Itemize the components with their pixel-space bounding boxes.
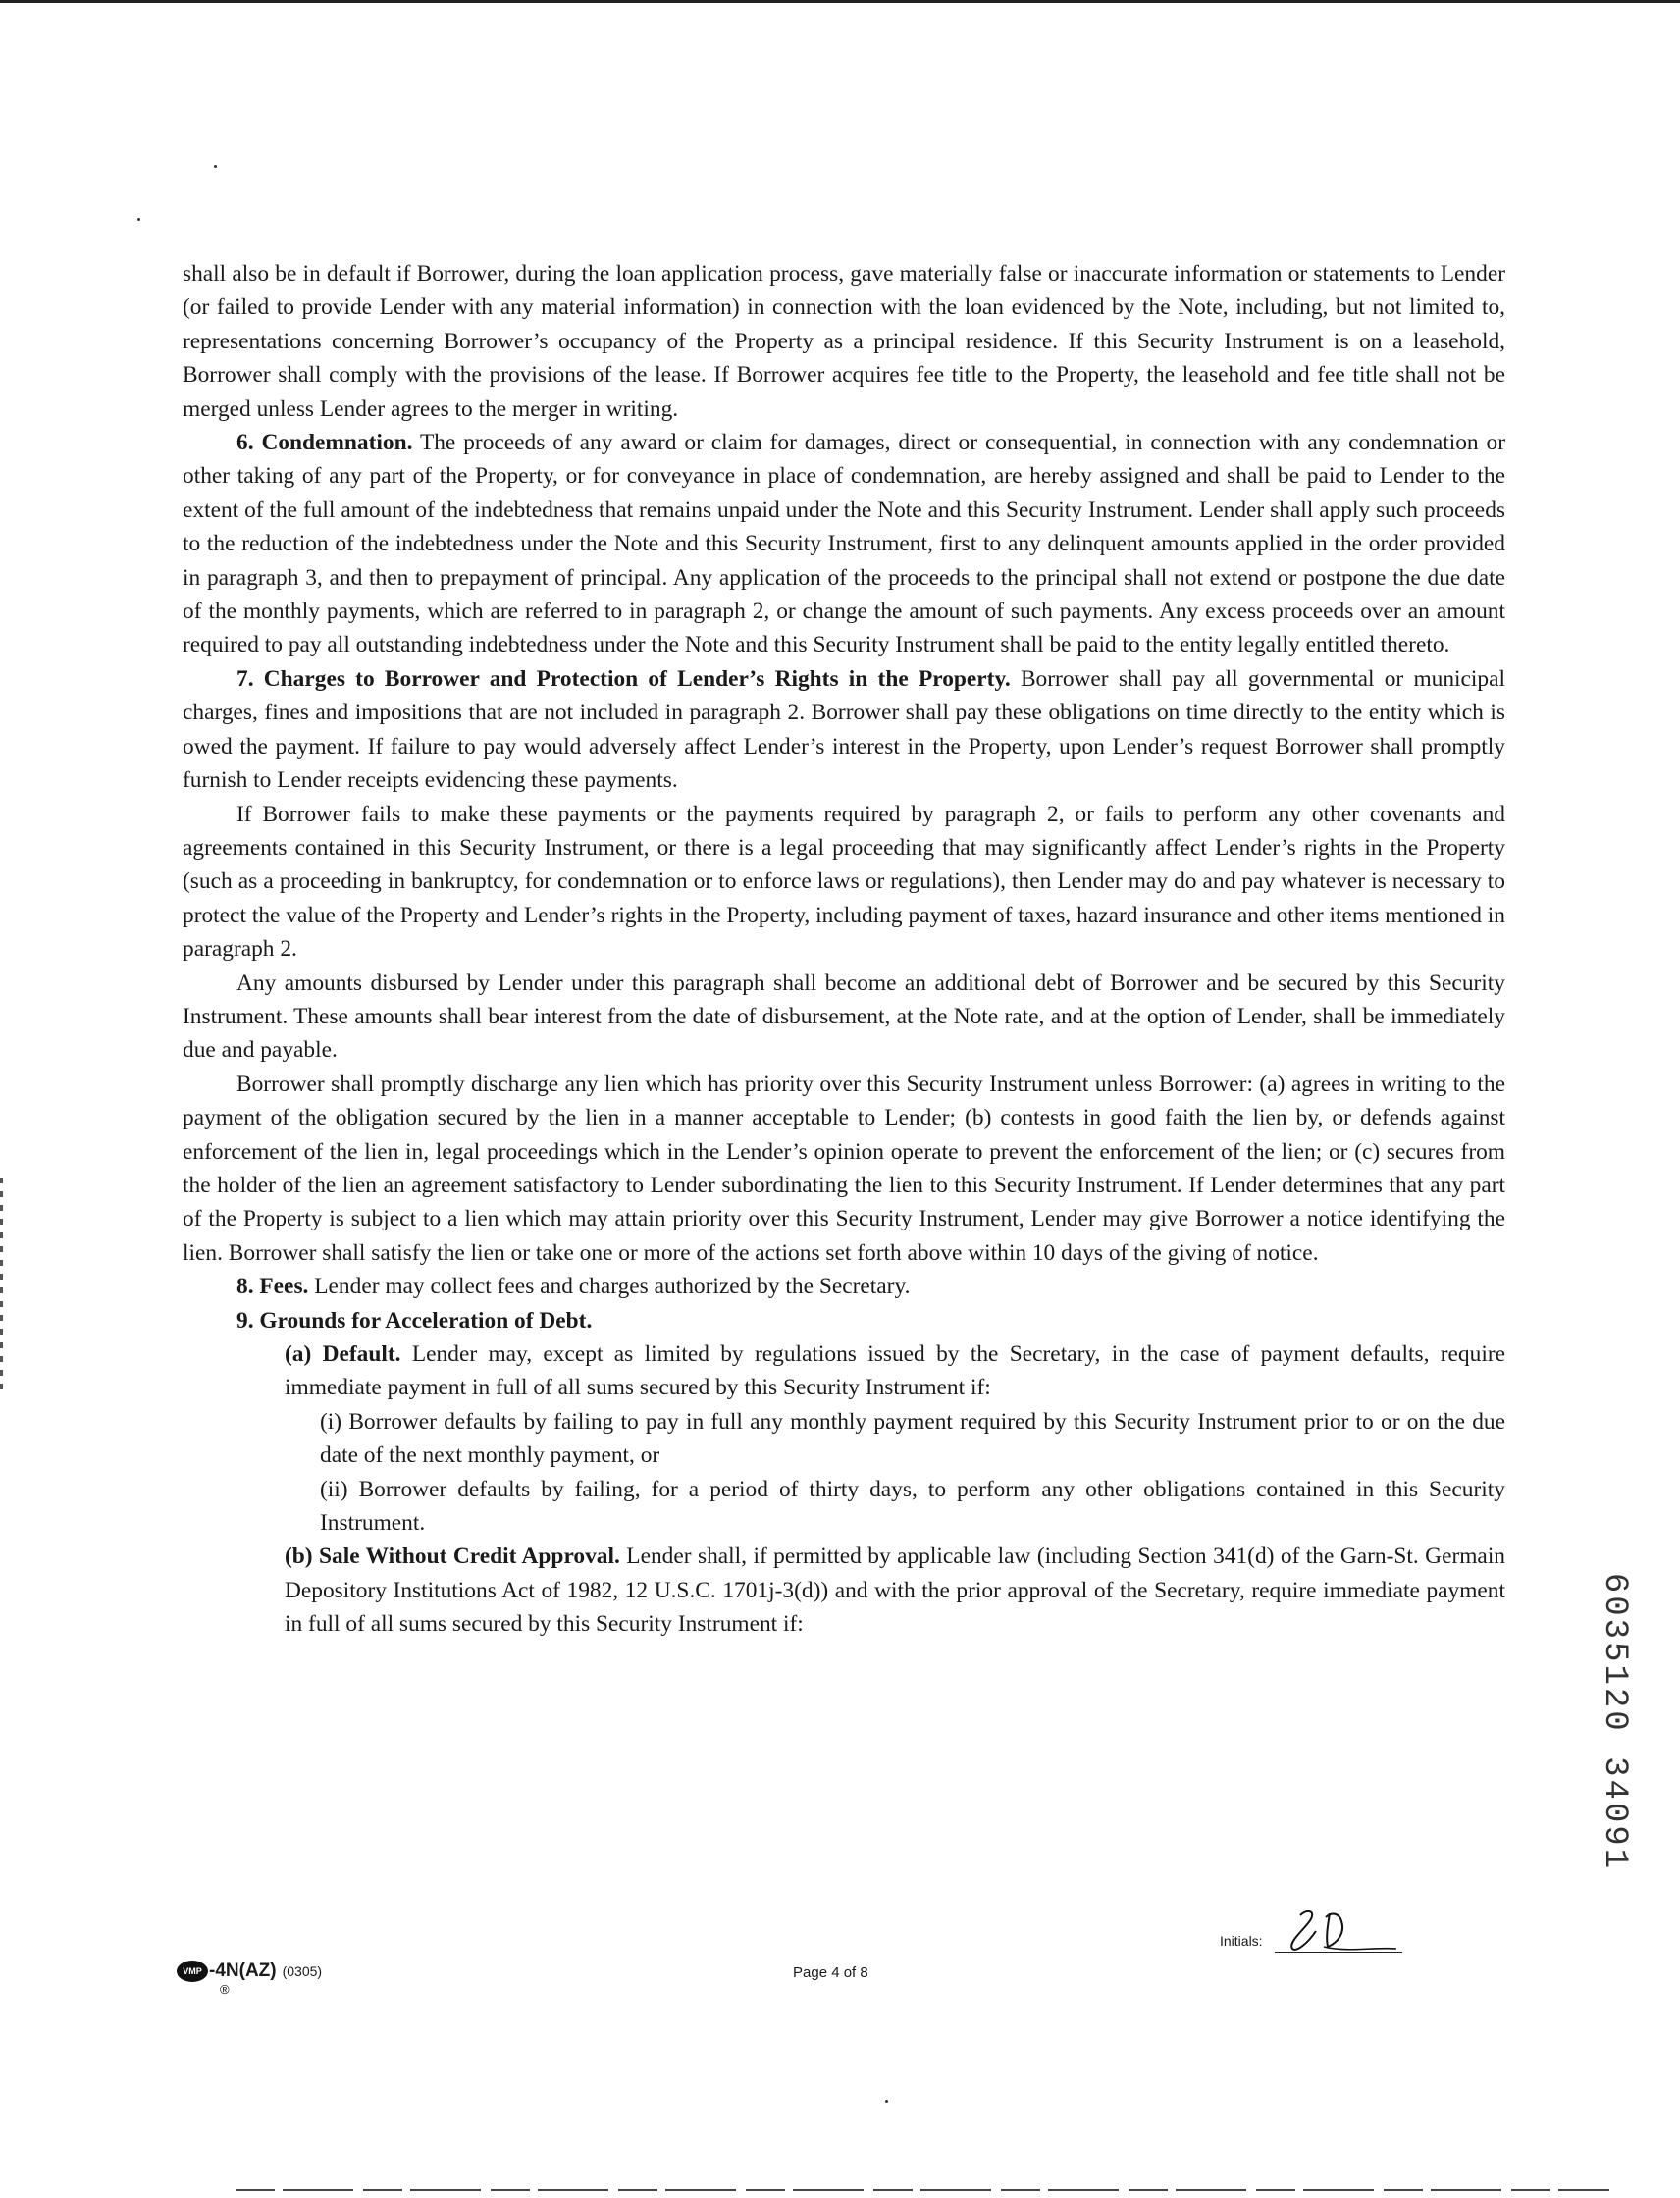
paragraph-default-continuation: shall also be in default if Borrower, during the loan application process, gave materially false or inaccurate information or statements to Lender (or failed to provide Lender with any material information) in connection with the loan evidenced by the Note, including, but not limited to, representations concerning Borrower’s occupancy of the Property as a principal residence. If this Security Instrument is on a leasehold, Borrower shall comply with the provisions of the lease. If Borrower acquires fee title to the Property, the leasehold and fee title shall not be merged unless Lender agrees to the merger in writing. — [183, 261, 1505, 422]
bottom-scan-border — [236, 2189, 1609, 2191]
section-9b-text: Lender shall, if permitted by applicable law (including Section 341(d) of the Garn-St. Germain Depository Institutions Act of 1982, 12 U.S.C. 1701j-3(d)) and with the prior approval of the Secretary, require immediate payment in full of all sums secured by this Security Instrument if: — [285, 1544, 1506, 1638]
section-9a-heading: (a) Default. — [285, 1341, 401, 1367]
side-code-text: 6035120 34091 — [1596, 1572, 1633, 1872]
section-6-condemnation — [183, 426, 1505, 662]
section-8-text: Lender may collect fees and charges authorized by the Secretary. — [308, 1274, 911, 1300]
section-9a-default — [183, 1337, 1505, 1405]
top-scan-border — [0, 0, 1680, 3]
document-body — [183, 257, 1505, 1642]
form-date: (0305) — [282, 1963, 323, 1979]
section-9b-heading: (b) Sale Without Credit Approval. — [285, 1544, 620, 1570]
section-9a-item-i: (i) Borrower defaults by failing to pay in full any monthly payment required by this Security Instrument prior to or on the due date of the next monthly payment, or — [320, 1408, 1505, 1469]
form-number: -4N(AZ) — [209, 1961, 277, 1981]
left-edge-scan-marks — [0, 1178, 3, 1393]
initials-signature — [1279, 1904, 1396, 1953]
section-7-charges — [183, 662, 1505, 798]
initials-line — [1275, 1952, 1402, 1953]
section-7-paragraph-2: If Borrower fails to make these payments or the payments required by paragraph 2, or fails to perform any other covenants and agreements contained in this Security Instrument, or there is a legal proceeding that may significantly affect Lender’s rights in the Property (such as a proceeding in bankruptcy, for condemnation or to enforce laws or regulations), then Lender may do and pay whatever is necessary to protect the value of the Property and Lender’s rights in the Property, including payment of taxes, hazard insurance and other items mentioned in paragraph 2. — [183, 801, 1505, 963]
side-document-code — [1580, 1572, 1649, 1872]
section-9a-text: Lender may, except as limited by regulations issued by the Secretary, in the case of payment defaults, require immediate payment in full of all sums secured by this Security Instrument if: — [285, 1341, 1505, 1401]
page-number: Page 4 of 8 — [793, 1964, 868, 1981]
section-7-text: Borrower shall pay all governmental or municipal charges, fines and impositions that are not included in paragraph 2. Borrower shall pay these obligations on time directly to the entity which is owed the payment. If failure to pay would adversely affect Lender’s interest in the Property, upon Lender’s request Borrower shall promptly furnish to Lender receipts evidencing these payments. — [183, 665, 1505, 794]
section-7-heading: 7. Charges to Borrower and Protection of Lender’s Rights in the Property. — [236, 665, 1011, 692]
scan-speck — [137, 218, 140, 221]
section-6-heading: 6. Condemnation. — [236, 430, 413, 456]
form-identifier — [177, 1961, 323, 1997]
section-9a-item-ii: (ii) Borrower defaults by failing, for a period of thirty days, to perform any other obligations contained in this Security Instrument. — [320, 1476, 1505, 1537]
vmp-logo-text: VMP — [183, 1966, 202, 1976]
scan-speck — [885, 2100, 888, 2103]
vmp-logo — [177, 1961, 208, 1982]
section-9b-sale — [183, 1540, 1505, 1641]
scan-speck — [214, 165, 217, 168]
section-7-paragraph-4: Borrower shall promptly discharge any lien which has priority over this Security Instrument unless Borrower: (a) agrees in writing to the payment of the obligation secured by the lien in a manner acceptable to Lender; (b) contests in good faith the lien by, or defends against enforcement of the lien in, legal proceedings which in the Lender’s opinion operate to prevent the enforcement of the lien; or (c) secures from the holder of the lien an agreement satisfactory to Lender subordinating the lien to this Security Instrument. If Lender determines that any part of the Property is subject to a lien which may attain priority over this Security Instrument, Lender may give Borrower a notice identifying the lien. Borrower shall satisfy the lien or take one or more of the actions set forth above within 10 days of the giving of notice. — [183, 1071, 1505, 1266]
section-6-text: The proceeds of any award or claim for damages, direct or consequential, in connection with any condemnation or other taking of any part of the Property, or for conveyance in place of condemnation, are hereby assigned and shall be paid to Lender to the extent of the full amount of the indebtedness that remains unpaid under the Note and this Security Instrument. Lender shall apply such proceeds to the reduction of the indebtedness under the Note and this Security Instrument, first to any delinquent amounts applied in the order provided in paragraph 3, and then to prepayment of principal. Any application of the proceeds to the principal shall not extend or postpone the due date of the monthly payments, which are referred to in paragraph 2, or change the amount of such payments. Any excess proceeds over an amount required to pay all outstanding indebtedness under the Note and this Security Instrument shall be paid to the entity legally entitled thereto. — [183, 430, 1505, 658]
section-8-fees — [183, 1270, 1505, 1303]
initials-field — [1220, 1904, 1416, 1953]
section-9-heading: 9. Grounds for Acceleration of Debt. — [236, 1307, 593, 1334]
initials-label: Initials: — [1220, 1933, 1263, 1949]
section-9-acceleration — [183, 1304, 1505, 1337]
section-8-heading: 8. Fees. — [236, 1274, 309, 1300]
section-7-paragraph-3: Any amounts disbursed by Lender under this paragraph shall become an additional debt of Borrower and be secured by this Security Instrument. These amounts shall bear interest from the date of disbursement, at the Note rate, and at the option of Lender, shall be immediately due and payable. — [183, 969, 1505, 1064]
registered-mark: ® — [220, 1982, 230, 1997]
